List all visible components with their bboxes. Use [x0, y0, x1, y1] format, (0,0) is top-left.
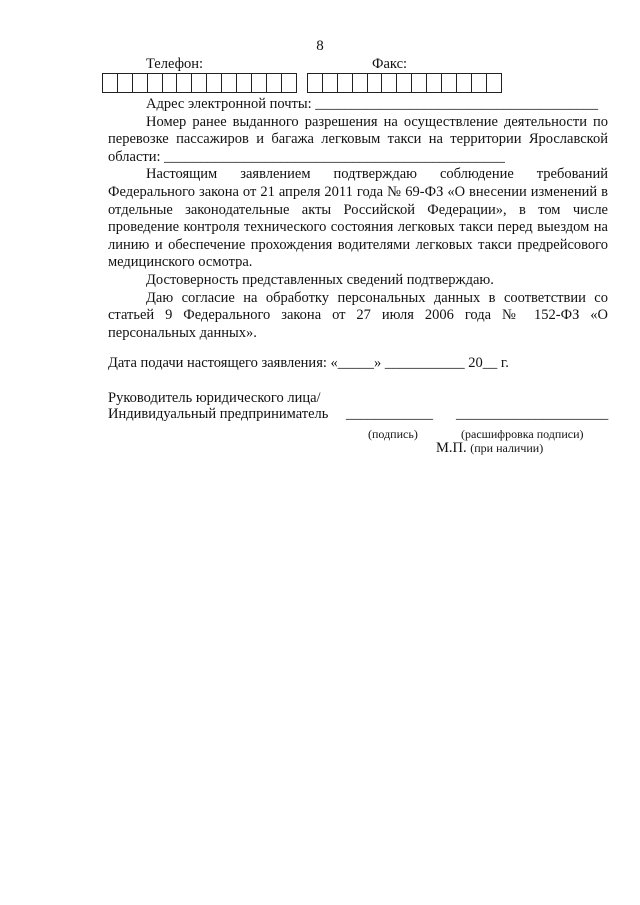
signature-blank: ____________ — [346, 406, 433, 422]
phone-digit-box[interactable] — [148, 73, 163, 93]
signature-decode-blank: _____________________ — [456, 406, 609, 422]
fax-digit-box[interactable] — [487, 73, 502, 93]
fax-digit-box[interactable] — [368, 73, 383, 93]
phone-digit-box[interactable] — [118, 73, 133, 93]
stamp-mark: М.П. — [436, 440, 467, 456]
form-body — [108, 96, 608, 342]
signer-role-line2: Индивидуальный предприниматель — [108, 406, 329, 422]
fax-label: Факс: — [372, 56, 408, 72]
phone-digit-box[interactable] — [282, 73, 297, 93]
fax-digit-box[interactable] — [457, 73, 472, 93]
fax-digit-box[interactable] — [412, 73, 427, 93]
permit-paragraph: Номер ранее выданного разрешения на осуществление деятельности по перевозке пассажиров и багажа легковым такси на территории Ярославской области: _______________________________________________ — [108, 113, 608, 165]
signature-decode-caption: (расшифровка подписи) — [461, 427, 584, 441]
phone-input-boxes[interactable] — [102, 73, 297, 93]
phone-digit-box[interactable] — [237, 73, 252, 93]
email-line: Адрес электронной почты: _______________________________________ — [146, 96, 599, 112]
accuracy-paragraph: Достоверность представленных сведений подтверждаю. — [146, 271, 494, 288]
submission-date-line: Дата подачи настоящего заявления: «_____» ___________ 20__ г. — [108, 355, 509, 371]
phone-digit-box[interactable] — [103, 73, 118, 93]
phone-label: Телефон: — [146, 56, 204, 72]
phone-digit-box[interactable] — [177, 73, 192, 93]
phone-digit-box[interactable] — [267, 73, 282, 93]
phone-digit-box[interactable] — [163, 73, 178, 93]
phone-digit-box[interactable] — [207, 73, 222, 93]
fax-digit-box[interactable] — [442, 73, 457, 93]
signature-caption: (подпись) — [368, 427, 418, 441]
phone-digit-box[interactable] — [192, 73, 207, 93]
fax-digit-box[interactable] — [472, 73, 487, 93]
consent-paragraph: Даю согласие на обработку персональных данных в соответствии со статьей 9 Федерального закона от 27 июля 2006 года № 152-ФЗ «О персональных данных». — [108, 289, 608, 341]
fax-input-boxes[interactable] — [307, 73, 502, 93]
stamp-line — [436, 440, 543, 457]
fax-digit-box[interactable] — [353, 73, 368, 93]
phone-digit-box[interactable] — [133, 73, 148, 93]
compliance-paragraph: Настоящим заявлением подтверждаю соблюдение требований Федерального закона от 21 апреля 2011 года № 69-ФЗ «О внесении изменений в отдельные законодательные акты Российской Федерации», в том числе проведение контроля технического состояния легковых такси перед выездом на линию и обеспечение прохождения водителями легковых такси предрейсового медицинского осмотра. — [108, 166, 608, 271]
page-number: 8 — [316, 38, 324, 54]
signer-role-line1: Руководитель юридического лица/ — [108, 390, 321, 406]
fax-digit-box[interactable] — [427, 73, 442, 93]
fax-digit-box[interactable] — [397, 73, 412, 93]
phone-digit-box[interactable] — [252, 73, 267, 93]
stamp-note: (при наличии) — [470, 441, 544, 455]
fax-digit-box[interactable] — [308, 73, 323, 93]
phone-digit-box[interactable] — [222, 73, 237, 93]
fax-digit-box[interactable] — [323, 73, 338, 93]
fax-digit-box[interactable] — [382, 73, 397, 93]
fax-digit-box[interactable] — [338, 73, 353, 93]
